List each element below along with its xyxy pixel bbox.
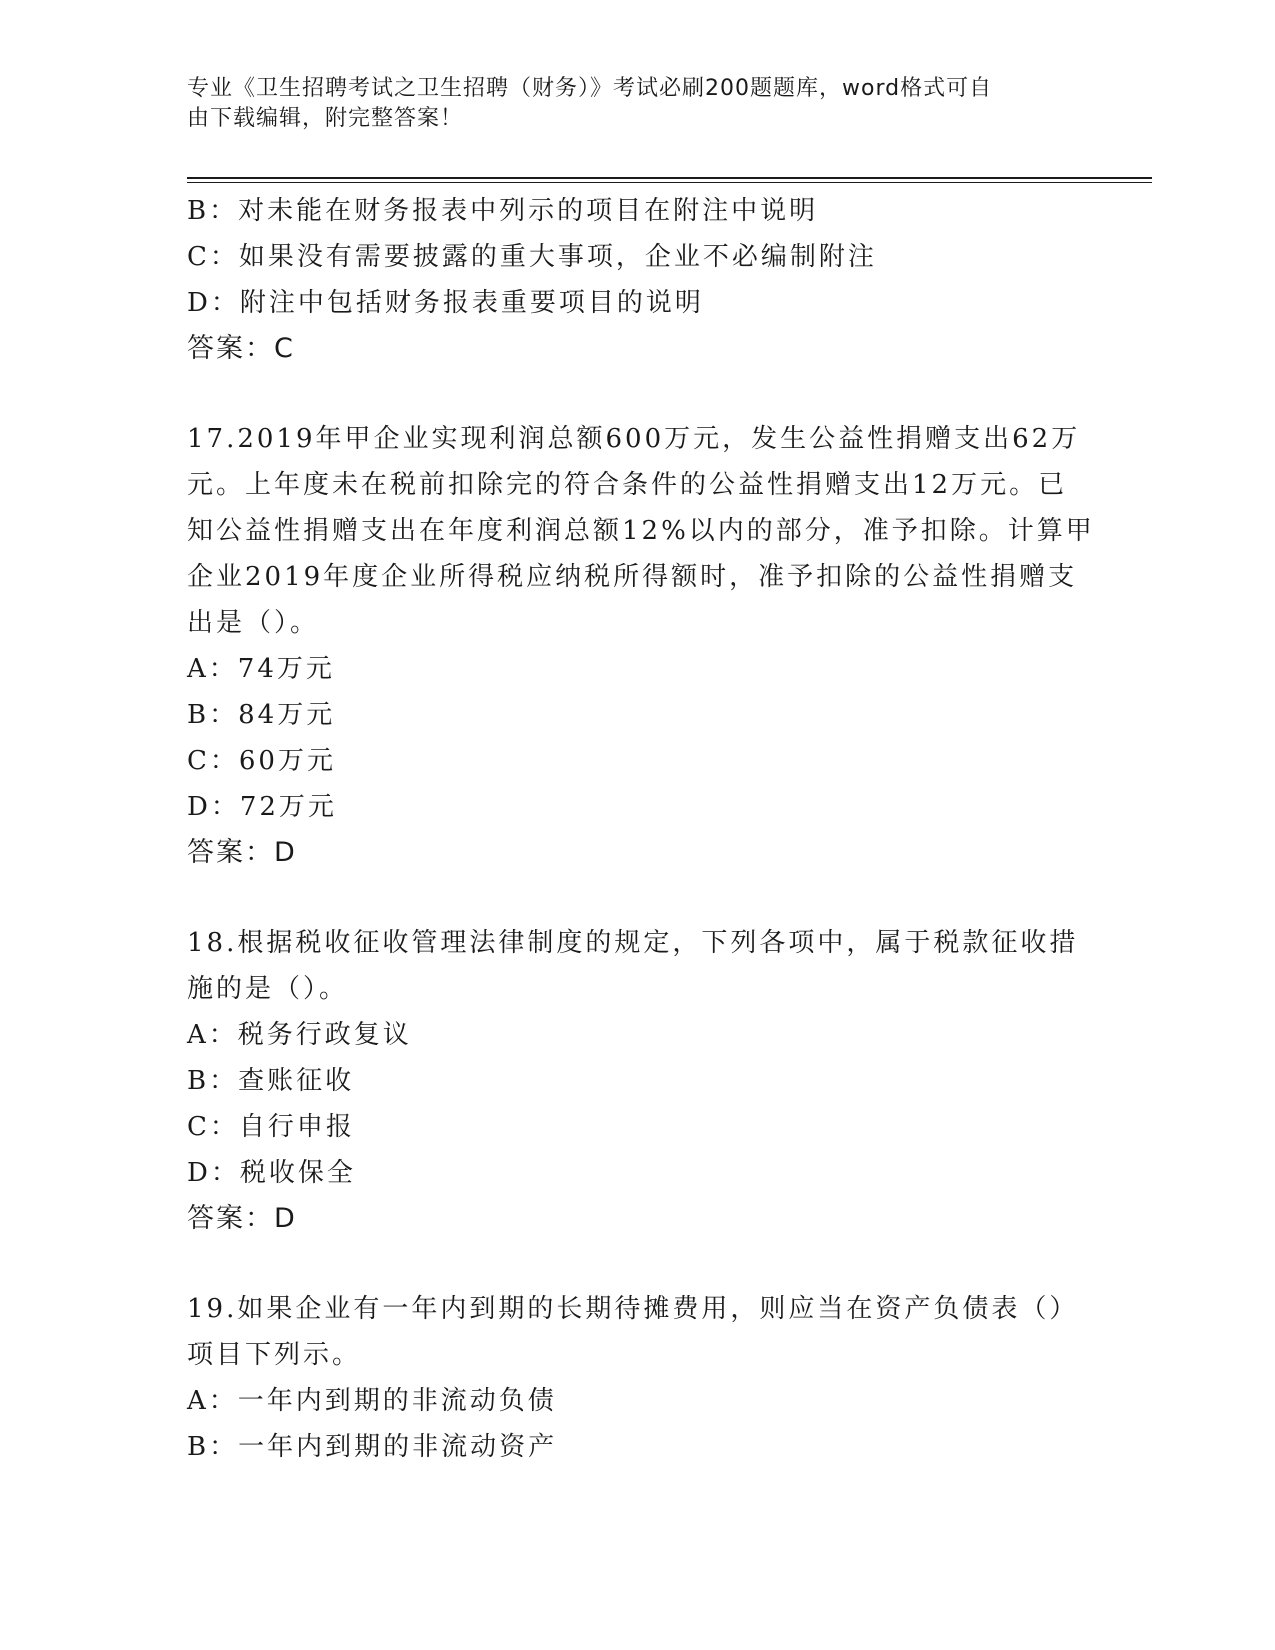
option-a: A：税务行政复议 bbox=[187, 1020, 412, 1050]
option-b: B：查账征收 bbox=[187, 1066, 355, 1096]
question-text-line: 17.2019年甲企业实现利润总额600万元，发生公益性捐赠支出62万 bbox=[187, 424, 1081, 454]
header-line-1: 专业《卫生招聘考试之卫生招聘（财务）》考试必刷200题题库，word格式可自 bbox=[187, 76, 993, 101]
option-a: A：一年内到期的非流动负债 bbox=[187, 1386, 557, 1416]
question-16-continued bbox=[187, 188, 1087, 372]
header-divider-thin bbox=[187, 182, 1152, 183]
answer: 答案：C bbox=[187, 333, 295, 364]
document-header bbox=[187, 74, 1087, 134]
header-line-2: 由下载编辑，附完整答案！ bbox=[187, 106, 464, 131]
answer: 答案：D bbox=[187, 1203, 297, 1234]
option-b: B：84万元 bbox=[187, 700, 336, 730]
option-b: B：对未能在财务报表中列示的项目在附注中说明 bbox=[187, 196, 819, 226]
answer: 答案：D bbox=[187, 837, 297, 868]
question-text-line: 19.如果企业有一年内到期的长期待摊费用，则应当在资产负债表（） bbox=[187, 1294, 1079, 1324]
option-d: D：税收保全 bbox=[187, 1158, 356, 1188]
question-text-line: 知公益性捐赠支出在年度利润总额12%以内的部分，准予扣除。计算甲 bbox=[187, 516, 1095, 546]
option-d: D：附注中包括财务报表重要项目的说明 bbox=[187, 288, 704, 318]
document-body bbox=[187, 188, 1095, 1470]
option-d: D：72万元 bbox=[187, 792, 337, 822]
question-18 bbox=[187, 920, 1087, 1242]
question-text-line: 元。上年度未在税前扣除完的符合条件的公益性捐赠支出12万元。已 bbox=[187, 470, 1068, 500]
question-text-line: 施的是（）。 bbox=[187, 974, 349, 1004]
question-17 bbox=[187, 416, 1095, 876]
option-a: A：74万元 bbox=[187, 654, 335, 684]
question-text-line: 18.根据税收征收管理法律制度的规定，下列各项中，属于税款征收措 bbox=[187, 928, 1079, 958]
question-text-line: 企业2019年度企业所得税应纳税所得额时，准予扣除的公益性捐赠支 bbox=[187, 562, 1078, 592]
option-c: C：如果没有需要披露的重大事项，企业不必编制附注 bbox=[187, 242, 877, 272]
option-b: B：一年内到期的非流动资产 bbox=[187, 1432, 558, 1462]
option-c: C：60万元 bbox=[187, 746, 336, 776]
question-text-line: 项目下列示。 bbox=[187, 1340, 362, 1370]
option-c: C：自行申报 bbox=[187, 1112, 355, 1142]
question-text-line: 出是（）。 bbox=[187, 608, 320, 638]
question-19 bbox=[187, 1286, 1087, 1470]
header-divider-thick bbox=[187, 177, 1152, 179]
